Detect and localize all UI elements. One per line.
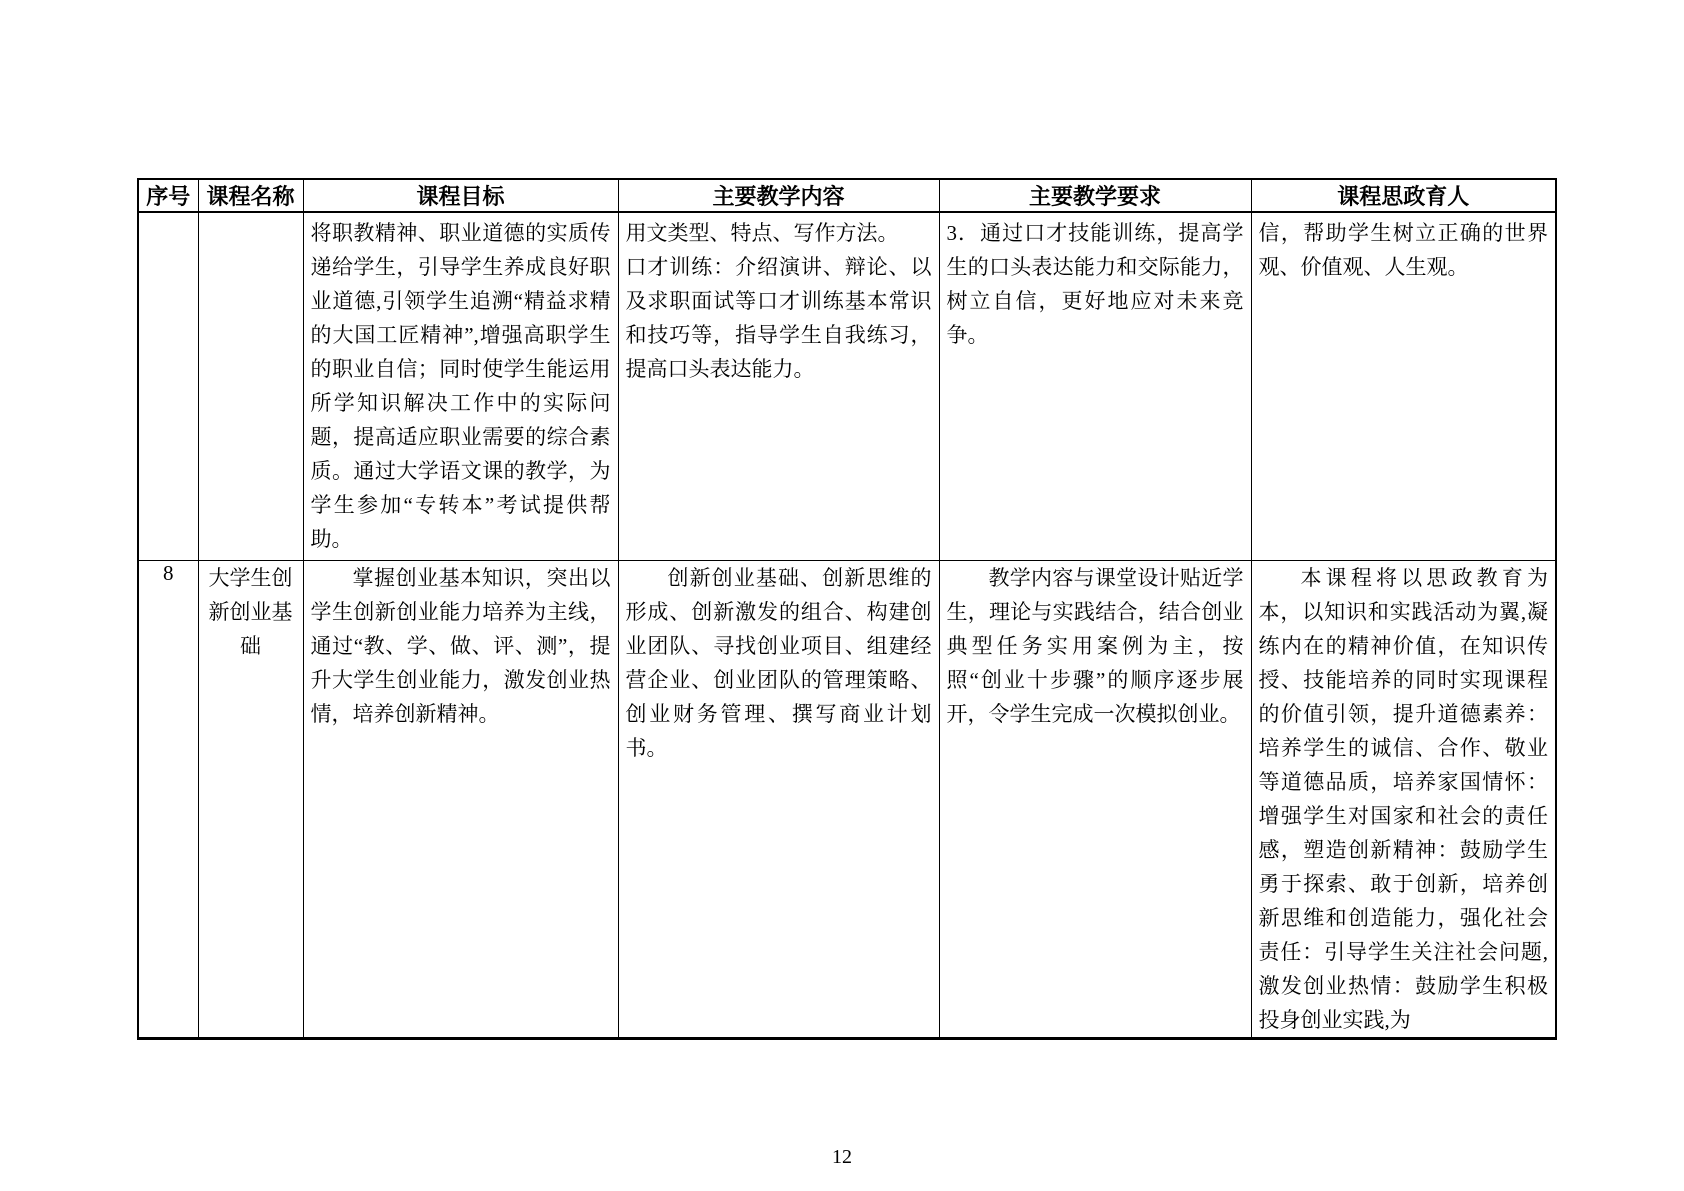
col-header-ideological-education: 课程思政育人: [1251, 179, 1556, 212]
course-table: [137, 178, 1557, 1040]
cell-teaching-requirements: [939, 212, 1251, 561]
col-header-course-name: 课程名称: [198, 179, 303, 212]
table-header-row: [138, 179, 1556, 212]
page-number: 12: [832, 1146, 852, 1168]
cell-teaching-content: [618, 561, 939, 1039]
teaching-requirements-paragraph: 教学内容与课堂设计贴近学生，理论与实践结合，结合创业典型任务实用案例为主，按照“创业十步骤”的顺序逐步展开，令学生完成一次模拟创业。: [946, 566, 1244, 726]
col-header-seq: 序号: [138, 179, 198, 212]
cell-seq: [138, 212, 198, 561]
cell-seq: 8: [138, 561, 198, 1039]
cell-objectives: [303, 561, 618, 1039]
ideological-education-paragraph: 本课程将以思政教育为本，以知识和实践活动为翼,凝练内在的精神价值，在知识传授、技能培养的同时实现课程的价值引领，提升道德素养：培养学生的诚信、合作、敬业等道德品质，培养家国情怀：增强学生对国家和社会的责任感，塑造创新精神：鼓励学生勇于探索、敢于创新，培养创新思维和创造能力，强化社会责任：引导学生关注社会问题,激发创业热情：鼓励学生积极投身创业实践,为: [1258, 566, 1548, 1032]
teaching-requirements-paragraph: 3．通过口才技能训练，提高学生的口头表达能力和交际能力，树立自信，更好地应对未来竞争。: [946, 221, 1244, 347]
table-row-continuation: [138, 212, 1556, 561]
cell-ideological-education: [1251, 212, 1556, 561]
objectives-paragraph: 掌握创业基本知识，突出以学生创新创业能力培养为主线，通过“教、学、做、评、测”，提升大学生创业能力，激发创业热情，培养创新精神。: [310, 566, 611, 726]
objectives-paragraph: 将职教精神、职业道德的实质传递给学生，引导学生养成良好职业道德,引领学生追溯“精益求精的大国工匠精神”,增强高职学生的职业自信；同时使学生能运用所学知识解决工作中的实际问题，提高适应职业需要的综合素质。通过大学语文课的教学，为学生参加“专转本”考试提供帮助。: [310, 221, 611, 551]
col-header-objectives: 课程目标: [303, 179, 618, 212]
cell-teaching-requirements: [939, 561, 1251, 1039]
col-header-teaching-content: 主要教学内容: [618, 179, 939, 212]
ideological-education-paragraph: 信，帮助学生树立正确的世界观、价值观、人生观。: [1258, 221, 1548, 279]
teaching-content-paragraph: 创新创业基础、创新思维的形成、创新激发的组合、构建创业团队、寻找创业项目、组建经营企业、创业团队的管理策略、创业财务管理、撰写商业计划书。: [625, 566, 932, 760]
cell-course-name: [198, 561, 303, 1039]
teaching-content-paragraph: 用文类型、特点、写作方法。: [625, 221, 899, 245]
cell-ideological-education: [1251, 561, 1556, 1039]
col-header-teaching-requirements: 主要教学要求: [939, 179, 1251, 212]
cell-teaching-content: [618, 212, 939, 561]
table-row-course-8: [138, 561, 1556, 1039]
cell-course-name: [198, 212, 303, 561]
cell-objectives: [303, 212, 618, 561]
teaching-content-paragraph: 口才训练：介绍演讲、辩论、以及求职面试等口才训练基本常识和技巧等，指导学生自我练习，提高口头表达能力。: [625, 255, 932, 381]
course-name-text: 大学生创新创业基础: [208, 566, 293, 658]
